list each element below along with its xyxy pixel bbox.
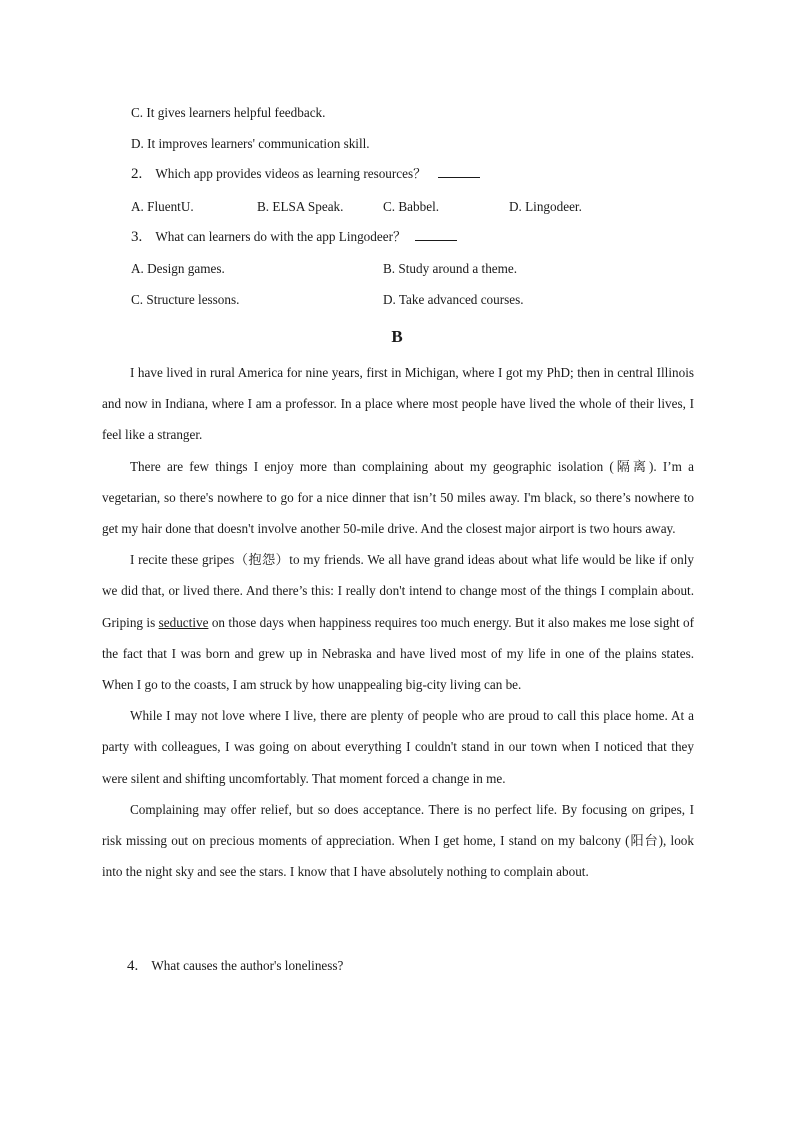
q2-number: 2. — [131, 166, 143, 182]
paragraph-3-text-after: on those days when happiness requires too much energy. But it also makes me lose sight of the fact that I was born and grew up in Nebraska and have lived most of my life in one of the plains states. When I go to the coasts, I am struck by how unappealing big-city living can be. — [102, 614, 694, 693]
q1-option-c: C. It gives learners helpful feedback. — [131, 105, 326, 120]
paragraph-3-text-before: I recite these gripes（抱怨）to my friends. We all have grand ideas about what life would be like if only we did that, or lived there. And there’s this: I really don't intend to change most of the things I complain about. Griping is — [102, 552, 694, 630]
q3-number: 3. — [131, 229, 143, 245]
q2-question — [131, 164, 480, 184]
section-b-passage — [102, 357, 694, 887]
q4-question — [127, 956, 343, 976]
q3-option-d: D. Take advanced courses. — [383, 292, 524, 307]
underlined-word-seductive: seductive — [158, 614, 209, 630]
passage-paragraph-1: I have lived in rural America for nine years, first in Michigan, where I got my PhD; then in central Illinois and now in Indiana, where I am a professor. In a place where most people have lived the whole of their lives, I feel like a stranger. — [102, 365, 694, 443]
q2-text: Which app provides videos as learning resources？ — [155, 166, 427, 181]
q2-option-c: C. Babbel. — [383, 199, 440, 214]
q2-option-a: A. FluentU. — [131, 199, 194, 214]
q3-text: What can learners do with the app Lingodeer？ — [155, 229, 407, 244]
q3-option-c: C. Structure lessons. — [131, 292, 240, 307]
q4-text: What causes the author's loneliness? — [151, 958, 344, 973]
q2-answer-blank[interactable] — [438, 165, 480, 178]
passage-paragraph-4: While I may not love where I live, there are plenty of people who are proud to call this place home. At a party with colleagues, I was going on about everything I couldn't stand in our town when I noticed that they were silent and shifting uncomfortably. That moment forced a change in me. — [102, 708, 694, 786]
q3-option-b: B. Study around a theme. — [383, 261, 518, 276]
q1-option-d: D. It improves learners' communication skill. — [131, 136, 370, 151]
q3-option-a: A. Design games. — [131, 261, 225, 276]
passage-paragraph-5: Complaining may offer relief, but so does acceptance. There is no perfect life. By focusing on gripes, I risk missing out on precious moments of appreciation. When I get home, I stand on my balcony (阳台), look into the night sky and see the stars. I know that I have absolutely nothing to complain about. — [102, 801, 694, 880]
q2-option-d: D. Lingodeer. — [509, 199, 582, 214]
q3-answer-blank[interactable] — [415, 228, 457, 241]
q4-number: 4. — [127, 958, 139, 974]
passage-paragraph-2: There are few things I enjoy more than complaining about my geographic isolation (隔离). I’m a vegetarian, so there's nowhere to go for a nice dinner that isn’t 50 miles away. I'm black, so there’s nowhere to get my hair done that doesn't involve another 50-mile drive. And the closest major airport is two hours away. — [102, 458, 694, 537]
section-b-heading: B — [391, 327, 403, 346]
q2-option-b: B. ELSA Speak. — [257, 199, 344, 214]
q3-question — [131, 227, 457, 247]
passage-paragraph-3 — [102, 544, 694, 700]
